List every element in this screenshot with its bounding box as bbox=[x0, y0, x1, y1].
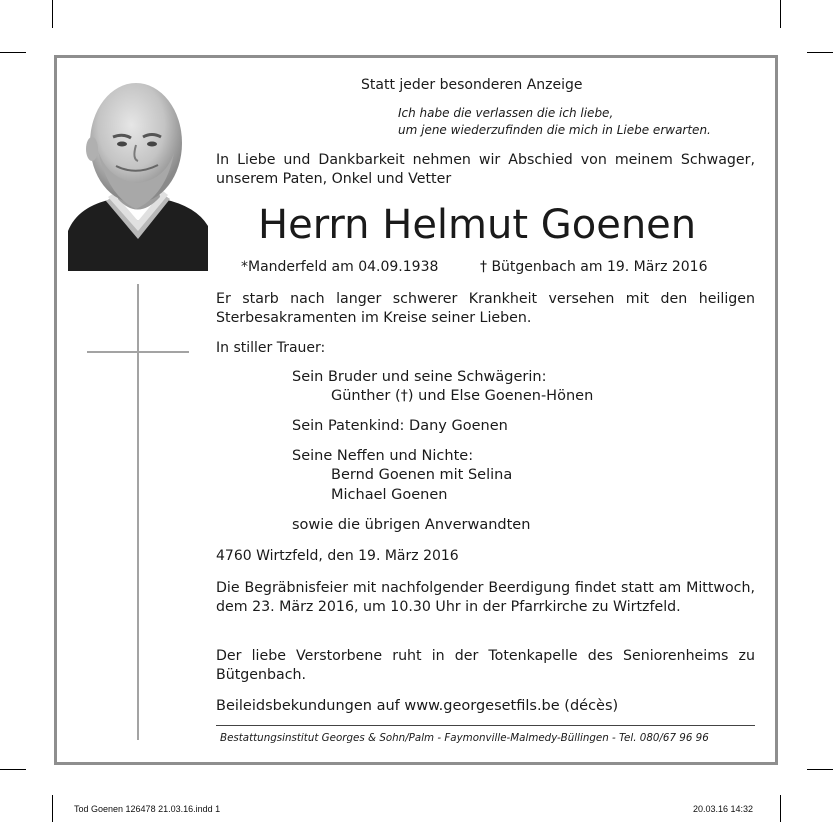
crop-mark bbox=[780, 795, 781, 822]
death-date: † Bütgenbach am 19. März 2016 bbox=[480, 259, 708, 275]
quote-line-1: Ich habe die verlassen die ich liebe, bbox=[398, 106, 614, 120]
notice-heading: Statt jeder besonderen Anzeige bbox=[361, 77, 583, 93]
quote-line-2: um jene wiederzufinden die mich in Liebe erwarten. bbox=[398, 123, 711, 137]
nephew-2: Michael Goenen bbox=[331, 487, 448, 503]
crop-mark bbox=[52, 0, 53, 28]
intro-paragraph: In Liebe und Dankbarkeit nehmen wir Abschied von meinem Schwager, unserem Paten, Onkel und Vetter bbox=[216, 152, 755, 187]
death-paragraph: Er starb nach langer schwerer Krankheit versehen mit den heiligen Sterbesakramenten im Kreise seiner Lieben. bbox=[216, 291, 755, 326]
portrait-photo bbox=[68, 71, 208, 271]
footer-rule bbox=[216, 725, 755, 726]
nephews-title: Seine Neffen und Nichte: bbox=[292, 448, 474, 464]
godchild-line: Sein Patenkind: Dany Goenen bbox=[292, 418, 508, 434]
brother-title: Sein Bruder und seine Schwägerin: bbox=[292, 369, 547, 385]
crop-mark bbox=[807, 769, 833, 770]
cross-horizontal bbox=[87, 351, 189, 353]
date-slug: 20.03.16 14:32 bbox=[693, 804, 754, 814]
crop-mark bbox=[0, 769, 26, 770]
crop-mark bbox=[780, 0, 781, 28]
birth-date: *Manderfeld am 04.09.1938 bbox=[241, 259, 439, 275]
nephew-1: Bernd Goenen mit Selina bbox=[331, 467, 513, 483]
funeral-paragraph: Die Begräbnisfeier mit nachfolgender Beerdigung findet statt am Mittwoch, dem 23. März 2016, um 10.30 Uhr in der Pfarrkirche zu Wirtzfeld. bbox=[216, 580, 755, 615]
funeral-home-footer: Bestattungsinstitut Georges & Sohn/Palm - Faymonville-Malmedy-Büllingen - Tel. 080/67 96 96 bbox=[220, 732, 709, 744]
place-date: 4760 Wirtzfeld, den 19. März 2016 bbox=[216, 548, 459, 564]
other-relatives: sowie die übrigen Anverwandten bbox=[292, 517, 531, 533]
crop-mark bbox=[0, 52, 26, 53]
deceased-name: Herrn Helmut Goenen bbox=[258, 202, 697, 248]
condolences-line: Beileidsbekundungen auf www.georgesetfils.be (décès) bbox=[216, 698, 619, 714]
mourning-label: In stiller Trauer: bbox=[216, 340, 326, 356]
brother-names: Günther (†) und Else Goenen-Hönen bbox=[331, 388, 594, 404]
crop-mark bbox=[52, 795, 53, 822]
crop-mark bbox=[807, 52, 833, 53]
rest-paragraph: Der liebe Verstorbene ruht in der Totenkapelle des Seniorenheims zu Bütgenbach. bbox=[216, 648, 755, 683]
file-slug: Tod Goenen 126478 21.03.16.indd 1 bbox=[74, 804, 221, 814]
